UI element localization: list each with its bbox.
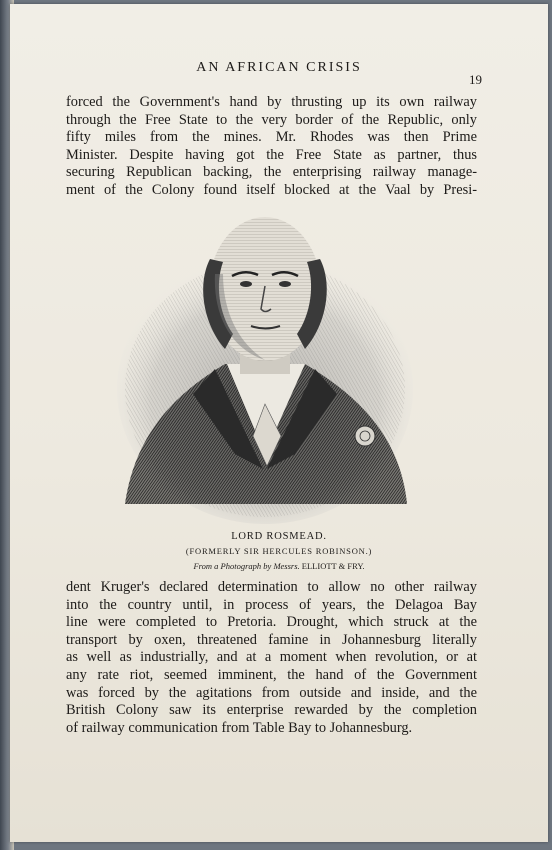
book-page: [10, 4, 548, 842]
text-line: through the Free State to the very border of the Republic, only: [66, 111, 477, 128]
text-line: British Colony saw its enterprise rewarded by the completion: [66, 702, 477, 719]
text-line: securing Republican backing, the enterprising railway manage-: [66, 164, 477, 181]
photo-credit-prefix: From a Photograph by Messrs.: [193, 561, 300, 571]
paragraph-top: [66, 94, 477, 200]
portrait-photo-credit: [10, 561, 548, 571]
text-line: into the country until, in process of years, the Delagoa Bay: [66, 596, 477, 613]
text-line: ment of the Colony found itself blocked at the Vaal by Presi-: [66, 181, 477, 198]
text-line: Minister. Despite having got the Free State as partner, thus: [66, 146, 477, 163]
portrait-engraving: [115, 204, 415, 524]
page-number: 19: [469, 72, 482, 87]
text-line: of railway communication from Table Bay to Johannesburg.: [66, 719, 413, 736]
paragraph-bottom: [66, 579, 477, 737]
text-line: was forced by the agitations from outside and inside, and the: [66, 684, 477, 701]
text-line: dent Kruger's declared determination to allow no other railway: [66, 579, 477, 595]
portrait-caption-former-title: (FORMERLY SIR HERCULES ROBINSON.): [185, 546, 373, 556]
portrait-caption-name: LORD ROSMEAD.: [231, 531, 327, 542]
photo-credit-names: ELLIOTT & FRY.: [301, 561, 365, 571]
running-head: AN AFRICAN CRISIS: [196, 60, 362, 75]
text-line: forced the Government's hand by thrusting up its own railway: [66, 94, 477, 110]
text-line: transport by oxen, threatened famine in Johannesburg literally: [66, 631, 477, 648]
text-line: fifty miles from the mines. Mr. Rhodes was then Prime: [66, 129, 477, 146]
text-line: any rate riot, seemed imminent, the hand of the Government: [66, 666, 477, 683]
text-line: line were completed to Pretoria. Drought, which struck at the: [66, 614, 477, 631]
text-line: as well as industrially, and at a moment when revolution, or at: [66, 649, 477, 666]
